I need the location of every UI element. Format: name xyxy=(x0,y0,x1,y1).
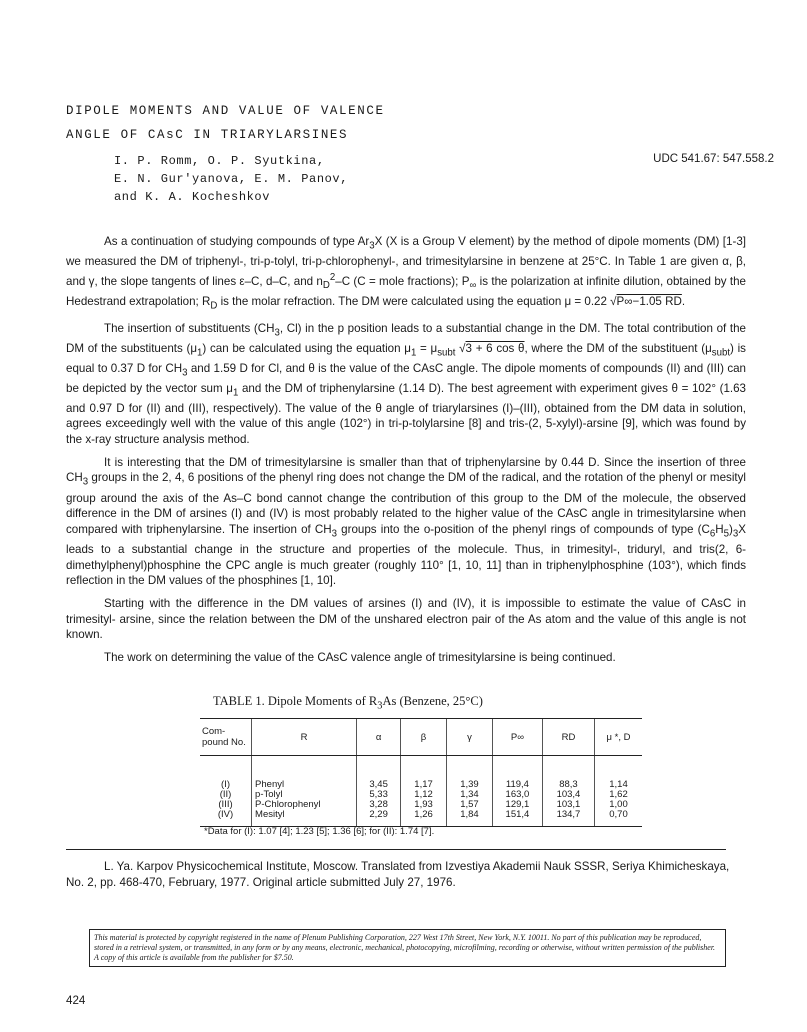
column-header: RD xyxy=(542,719,594,756)
article-title xyxy=(66,99,626,147)
table-cell: 1,84 xyxy=(447,810,493,827)
authors-line-3: and K. A. Kocheshkov xyxy=(114,190,271,204)
table-cell: 5,33 xyxy=(357,790,401,800)
authors-line-2: E. N. Gur'yanova, E. M. Panov, xyxy=(114,172,349,186)
authors-line-1: I. P. Romm, O. P. Syutkina, xyxy=(114,154,325,168)
table-cell: 103,4 xyxy=(542,790,594,800)
table-cell: 1,39 xyxy=(447,756,493,791)
page-number: 424 xyxy=(66,994,86,1007)
paragraph-5: The work on determining the value of the CAsC valence angle of trimesitylarsine is being continued. xyxy=(104,651,616,665)
table-cell: 129,1 xyxy=(492,800,542,810)
paragraph-1: As a continuation of studying compounds of type $Ar_3X$ (X is a Group V element) by the method of dipole moments (DM) [1-3] we measured the DM of triphenyl-, tri-p-tolyl, tri-p-chlorophenyl-, and trimesitylarsine in benzene at 25°C. In Table 1 are given α, β, and γ, the slope tangents of lines ε–C, d–C, and $n_D^2-C$ (C = mole fractions); $P_\infty$ is the polarization at infinite dilution, obtained by the Hedestrand extrapolation; $R_D$ is the molar refraction. The DM were calculated using the equation μ = 0.22 √P∞−1.05 RD. xyxy=(66,235,747,311)
column-header: μ *, D xyxy=(594,719,642,756)
author-list xyxy=(114,152,514,206)
table-cell: 1,62 xyxy=(594,790,642,800)
table-row xyxy=(200,810,642,827)
paragraph-4: Starting with the difference in the DM values of arsines (I) and (IV), it is impossible to estimate the value of CAsC in trimesityl- arsine, since the relation between the DM of the unshared electron pair of the As atom and the value of this angle is not known. xyxy=(66,597,746,642)
table-cell: P-Chlorophenyl xyxy=(252,800,357,810)
table-cell: 1,93 xyxy=(401,800,447,810)
dipole-moments-table xyxy=(200,718,680,827)
table-cell: 1,34 xyxy=(447,790,493,800)
column-header: R xyxy=(252,719,357,756)
table-cell: 1,14 xyxy=(594,756,642,791)
table-cell: 1,57 xyxy=(447,800,493,810)
table-cell: (III) xyxy=(218,799,233,810)
table-cell: 119,4 xyxy=(492,756,542,791)
title-line-1: DIPOLE MOMENTS AND VALUE OF VALENCE xyxy=(66,104,385,118)
table-cell: 151,4 xyxy=(492,810,542,827)
table-cell: 1,17 xyxy=(401,756,447,791)
udc-code: UDC 541.67: 547.558.2 xyxy=(653,153,774,165)
paragraph-3: It is interesting that the DM of trimesitylarsine is smaller than that of triphenylarsine by 0.44 D. Since the insertion of three $CH_3$ groups in the 2, 4, 6 positions of the phenyl ring does not change the DM of the radical, and the rotation of the phenyl or mesityl group around the axis of the As–C bond cannot change the contribution of this group to the DM of the molecule, the observed difference in the DM of arsines (I) and (IV) is most probably related to the higher value of the CAsC angle in trimesitylarsine when compared with triphenylarsine. The insertion of $CH_3$ groups into the o-position of the phenyl rings of compounds of type $(C_6H_5)_3X$ leads to a substantial change in the structure and properties of the molecule. Thus, in trimesityl-, triduryl, and tris(2, 6-dimethylphenyl)phosphine the CPC angle is much greater (roughly 110° [1, 10, 11] than in triphenylphosphine (103°), which finds reflection in the DM values of the phosphines [1, 10]. xyxy=(66,455,746,588)
table-header-row xyxy=(200,719,642,756)
table-cell: 0,70 xyxy=(594,810,642,827)
affiliation-note: L. Ya. Karpov Physicochemical Institute, Moscow. Translated from Izvestiya Akademii Nauk SSSR, Seriya Khimicheskaya, No. 2, pp. 468-470, February, 1977. Original article submitted July 27, 1976. xyxy=(66,860,730,889)
table-cell: 1,26 xyxy=(401,810,447,827)
footnote-divider xyxy=(66,849,726,850)
table-cell: 88,3 xyxy=(542,756,594,791)
table-caption: TABLE 1. Dipole Moments of $R_3As$ (Benzene, 25°C) xyxy=(213,694,483,712)
column-header: β xyxy=(401,719,447,756)
article-body xyxy=(66,234,746,673)
table-cell: (IV) xyxy=(200,810,252,827)
title-line-2: ANGLE OF CAsC IN TRIARYLARSINES xyxy=(66,128,349,142)
copyright-notice: This material is protected by copyright registered in the name of Plenum Publishing Corporation, 227 West 17th Street, New York, N.Y. 10011. No part of this publication may be reproduced, stored in a retrieval system, or transmitted, in any form or by any means, electronic, mechanical, photocopying, microfilming, recording or otherwise, without written permission of the publisher. A copy of this article is available from the publisher for $7.50. xyxy=(89,929,726,967)
table-cell: (I) xyxy=(221,779,230,790)
table-cell: 3,28 xyxy=(357,800,401,810)
table-cell: 103,1 xyxy=(542,800,594,810)
paragraph-2: The insertion of substituents ($CH_3$, Cl) in the p position leads to a substantial change in the DM. The total contribution of the DM of the substituents $(\mu_1)$ can be calculated using the equation $\mu_1 = \mu_{subt}$ √3 + 6 cos θ, where the DM of the substituent $(\mu_{subt})$ is equal to 0.37 D for $CH_3$ and 1.59 D for Cl, and θ is the value of the CAsC angle. The dipole moments of compounds (II) and (III) can be depicted by the vector sum $\mu_1$ and the DM of triphenylarsine (1.14 D). The best agreement with experiment gives θ = 102° (1.63 and 0.97 D for (II) and (III), respectively). The value of the θ angle of triarylarsines (I)–(III), obtained from the DM data in solution, agrees exceedingly well with the value of this angle (102°) in tri-p-tolylarsine [8] and tris-(2, 5-xylyl)-arsine [9], which was found by the x-ray structure analysis method. xyxy=(66,321,747,447)
table-cell: Mesityl xyxy=(252,810,357,827)
column-header: γ xyxy=(447,719,493,756)
column-header: Com- pound No. xyxy=(200,719,252,756)
table-cell: 163,0 xyxy=(492,790,542,800)
table-cell: 134,7 xyxy=(542,810,594,827)
column-header: α xyxy=(357,719,401,756)
table-row xyxy=(200,756,642,791)
table-cell: 1,00 xyxy=(594,800,642,810)
table-cell: Phenyl xyxy=(252,756,357,791)
table-cell: 1,12 xyxy=(401,790,447,800)
table-cell: p-Tolyl xyxy=(252,790,357,800)
table-cell: 3,45 xyxy=(357,756,401,791)
table-footnote: *Data for (I): 1.07 [4]; 1.23 [5]; 1.36 [6]; for (II): 1.74 [7]. xyxy=(204,826,435,837)
table-cell: 2,29 xyxy=(357,810,401,827)
column-header: P∞ xyxy=(492,719,542,756)
table-cell: (II) xyxy=(219,789,232,800)
